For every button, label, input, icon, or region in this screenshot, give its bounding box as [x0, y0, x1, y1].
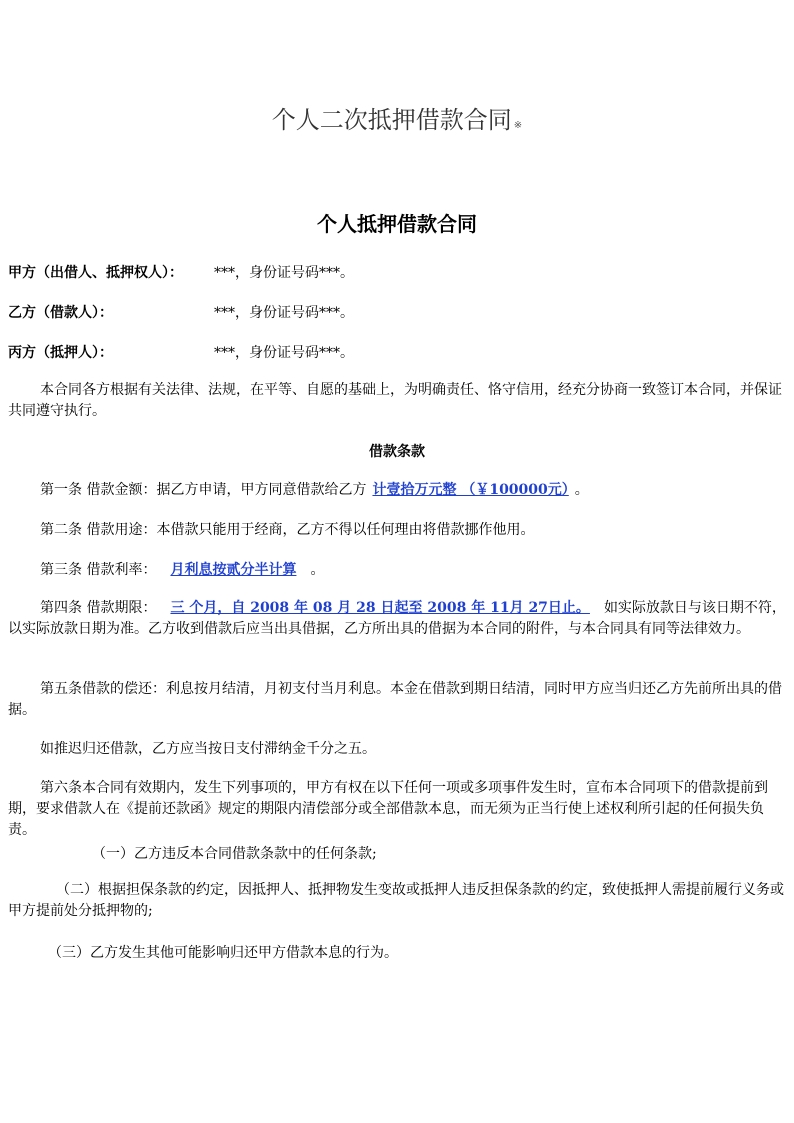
article-1 [8, 480, 790, 501]
article-3 [8, 560, 790, 581]
party-lender [8, 262, 354, 282]
party-mortgagor-value: ***，身份证号码***。 [214, 345, 354, 361]
article-6-item-3: （三）乙方发生其他可能影响归还甲方借款本息的行为。 [48, 945, 398, 961]
article-1-prefix: 第一条 借款金额：据乙方申请，甲方同意借款给乙方 [40, 482, 367, 498]
article-1-amount-fill: 计壹拾万元整 （￥100000元） [372, 482, 569, 498]
document-title-text: 个人二次抵押借款合同 [271, 106, 512, 134]
party-lender-label: 甲方（出借人、抵押权人）： [8, 265, 183, 281]
party-mortgagor-label: 丙方（抵押人）： [8, 345, 113, 361]
party-borrower-label: 乙方（借款人）： [8, 305, 113, 321]
article-3-suffix: 。 [310, 562, 325, 578]
article-4-prefix: 第四条 借款期限： [40, 600, 157, 616]
preamble-paragraph: 本合同各方根据有关法律、法规，在平等、自愿的基础上，为明确责任、恪守信用，经充分协商一致签订本合同，并保证共同遵守执行。 [8, 382, 782, 419]
article-4 [8, 598, 790, 640]
article-4-term-fill: 三 个月，自 2008 年 08 月 28 日起至 2008 年 11月 27日止。 [170, 600, 590, 616]
article-6-item-1: （一）乙方违反本合同借款条款中的任何条款; [92, 846, 377, 862]
document-title [0, 100, 794, 135]
section-heading: 借款条款 [369, 444, 425, 460]
article-3-prefix: 第三条 借款利率： [40, 562, 157, 578]
article-4-suffix: 如实际放款日与该日期不符，以实际放款日期为准。乙方收到借款后应当出具借据，乙方所出具的借据为本合同的附件，与本合同具有同等法律效力。 [8, 600, 786, 637]
party-lender-value: ***，身份证号码***。 [214, 265, 354, 281]
article-6: 第六条本合同有效期内，发生下列事项的，甲方有权在以下任何一项或多项事件发生时，宣布本合同项下的借款提前到期，要求借款人在《提前还款函》规定的期限内清偿部分或全部借款本息，而无须为正当行使上述权利所引起的任何损失负责。 [8, 780, 768, 838]
article-1-suffix: 。 [574, 482, 589, 498]
article-3-rate-fill: 月利息按贰分半计算 [170, 562, 297, 578]
party-mortgagor [8, 342, 354, 362]
late-payment-clause: 如推迟归还借款，乙方应当按日支付滞纳金千分之五。 [40, 741, 376, 757]
reference-mark: ※ [513, 120, 523, 131]
party-borrower-value: ***，身份证号码***。 [214, 305, 354, 321]
article-2: 第二条 借款用途：本借款只能用于经商，乙方不得以任何理由将借款挪作他用。 [40, 522, 535, 538]
article-6-item-2: （二）根据担保条款的约定，因抵押人、抵押物发生变故或抵押人违反担保条款的约定，致使抵押人需提前履行义务或甲方提前处分抵押物的; [8, 882, 784, 919]
contract-title: 个人抵押借款合同 [317, 212, 477, 236]
article-5: 第五条借款的偿还：利息按月结清，月初支付当月利息。本金在借款到期日结清，同时甲方应当归还乙方先前所出具的借据。 [8, 681, 782, 718]
party-borrower [8, 302, 354, 322]
